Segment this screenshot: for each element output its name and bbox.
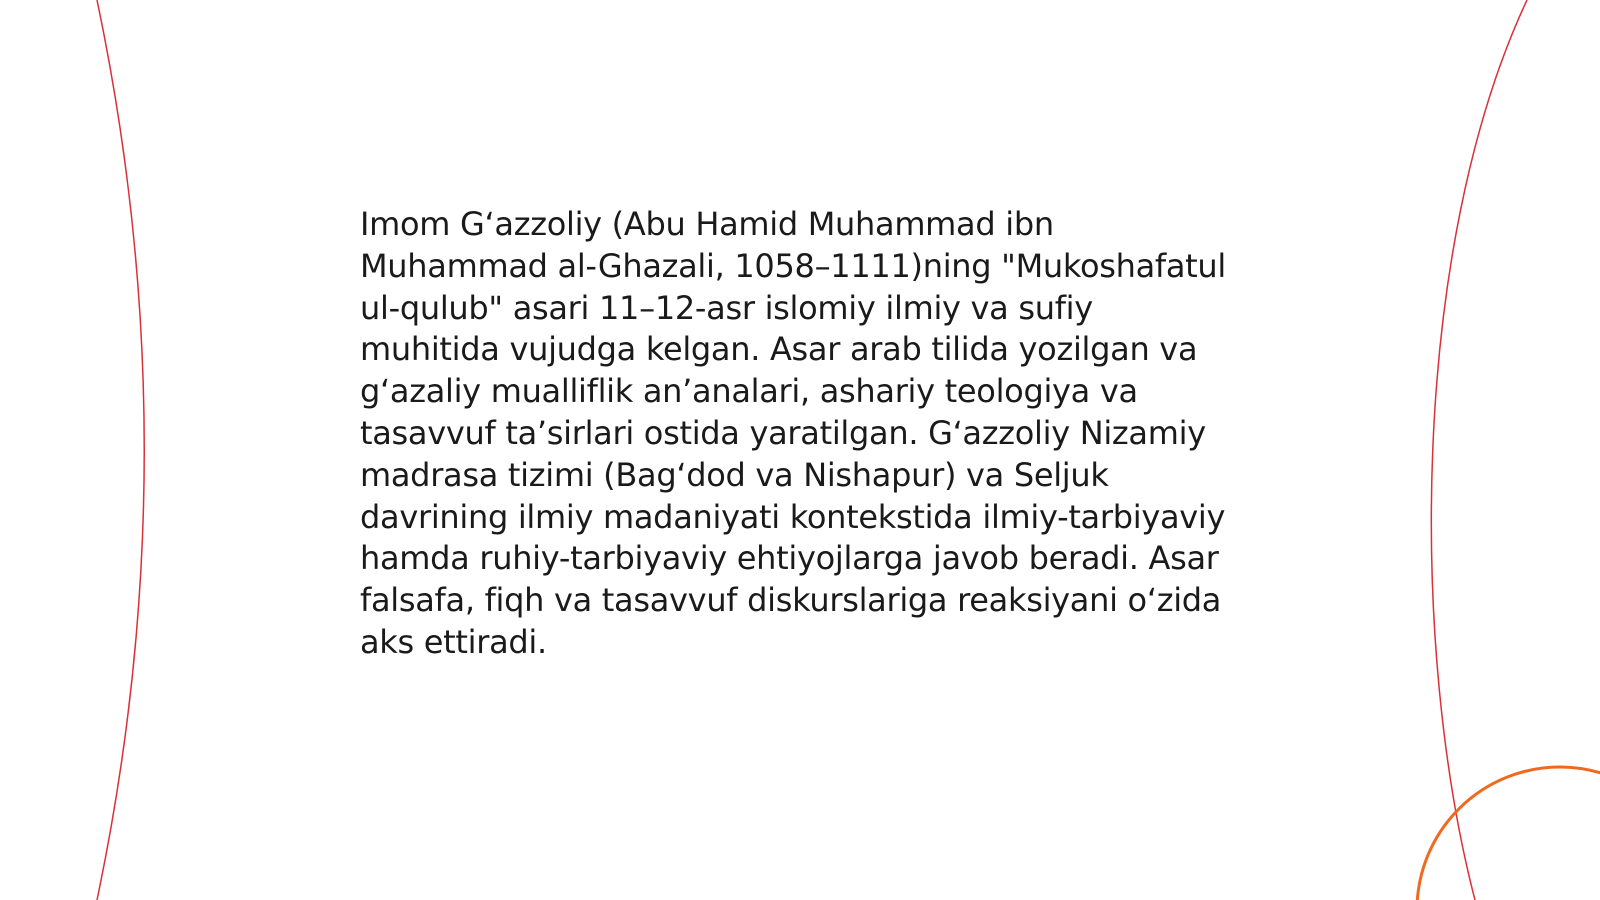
left-arc-decoration xyxy=(97,0,144,900)
right-arc-decoration xyxy=(1431,0,1527,900)
body-paragraph: Imom G‘azzoliy (Abu Hamid Muhammad ibn Muhammad al-Ghazali, 1058–1111)ning "Mukoshafatul ul-qulub" asari 11–12-asr islomiy ilmiy va sufiy muhitida vujudga kelgan. Asar arab tilida yozilgan va g‘azaliy mualliflik an’analari, ashariy teologiya va tasavvuf ta’sirlari ostida yaratilgan. G‘azzoliy Nizamiy madrasa tizimi (Bag‘dod va Nishapur) va Seljuk davrining ilmiy madaniyati kontekstida ilmiy-tarbiyaviy hamda ruhiy-tarbiyaviy ehtiyojlarga javob beradi. Asar falsafa, fiqh va tasavvuf diskurslariga reaksiyani o‘zida aks ettiradi. xyxy=(360,205,1226,661)
orange-circle-decoration xyxy=(1417,767,1600,900)
